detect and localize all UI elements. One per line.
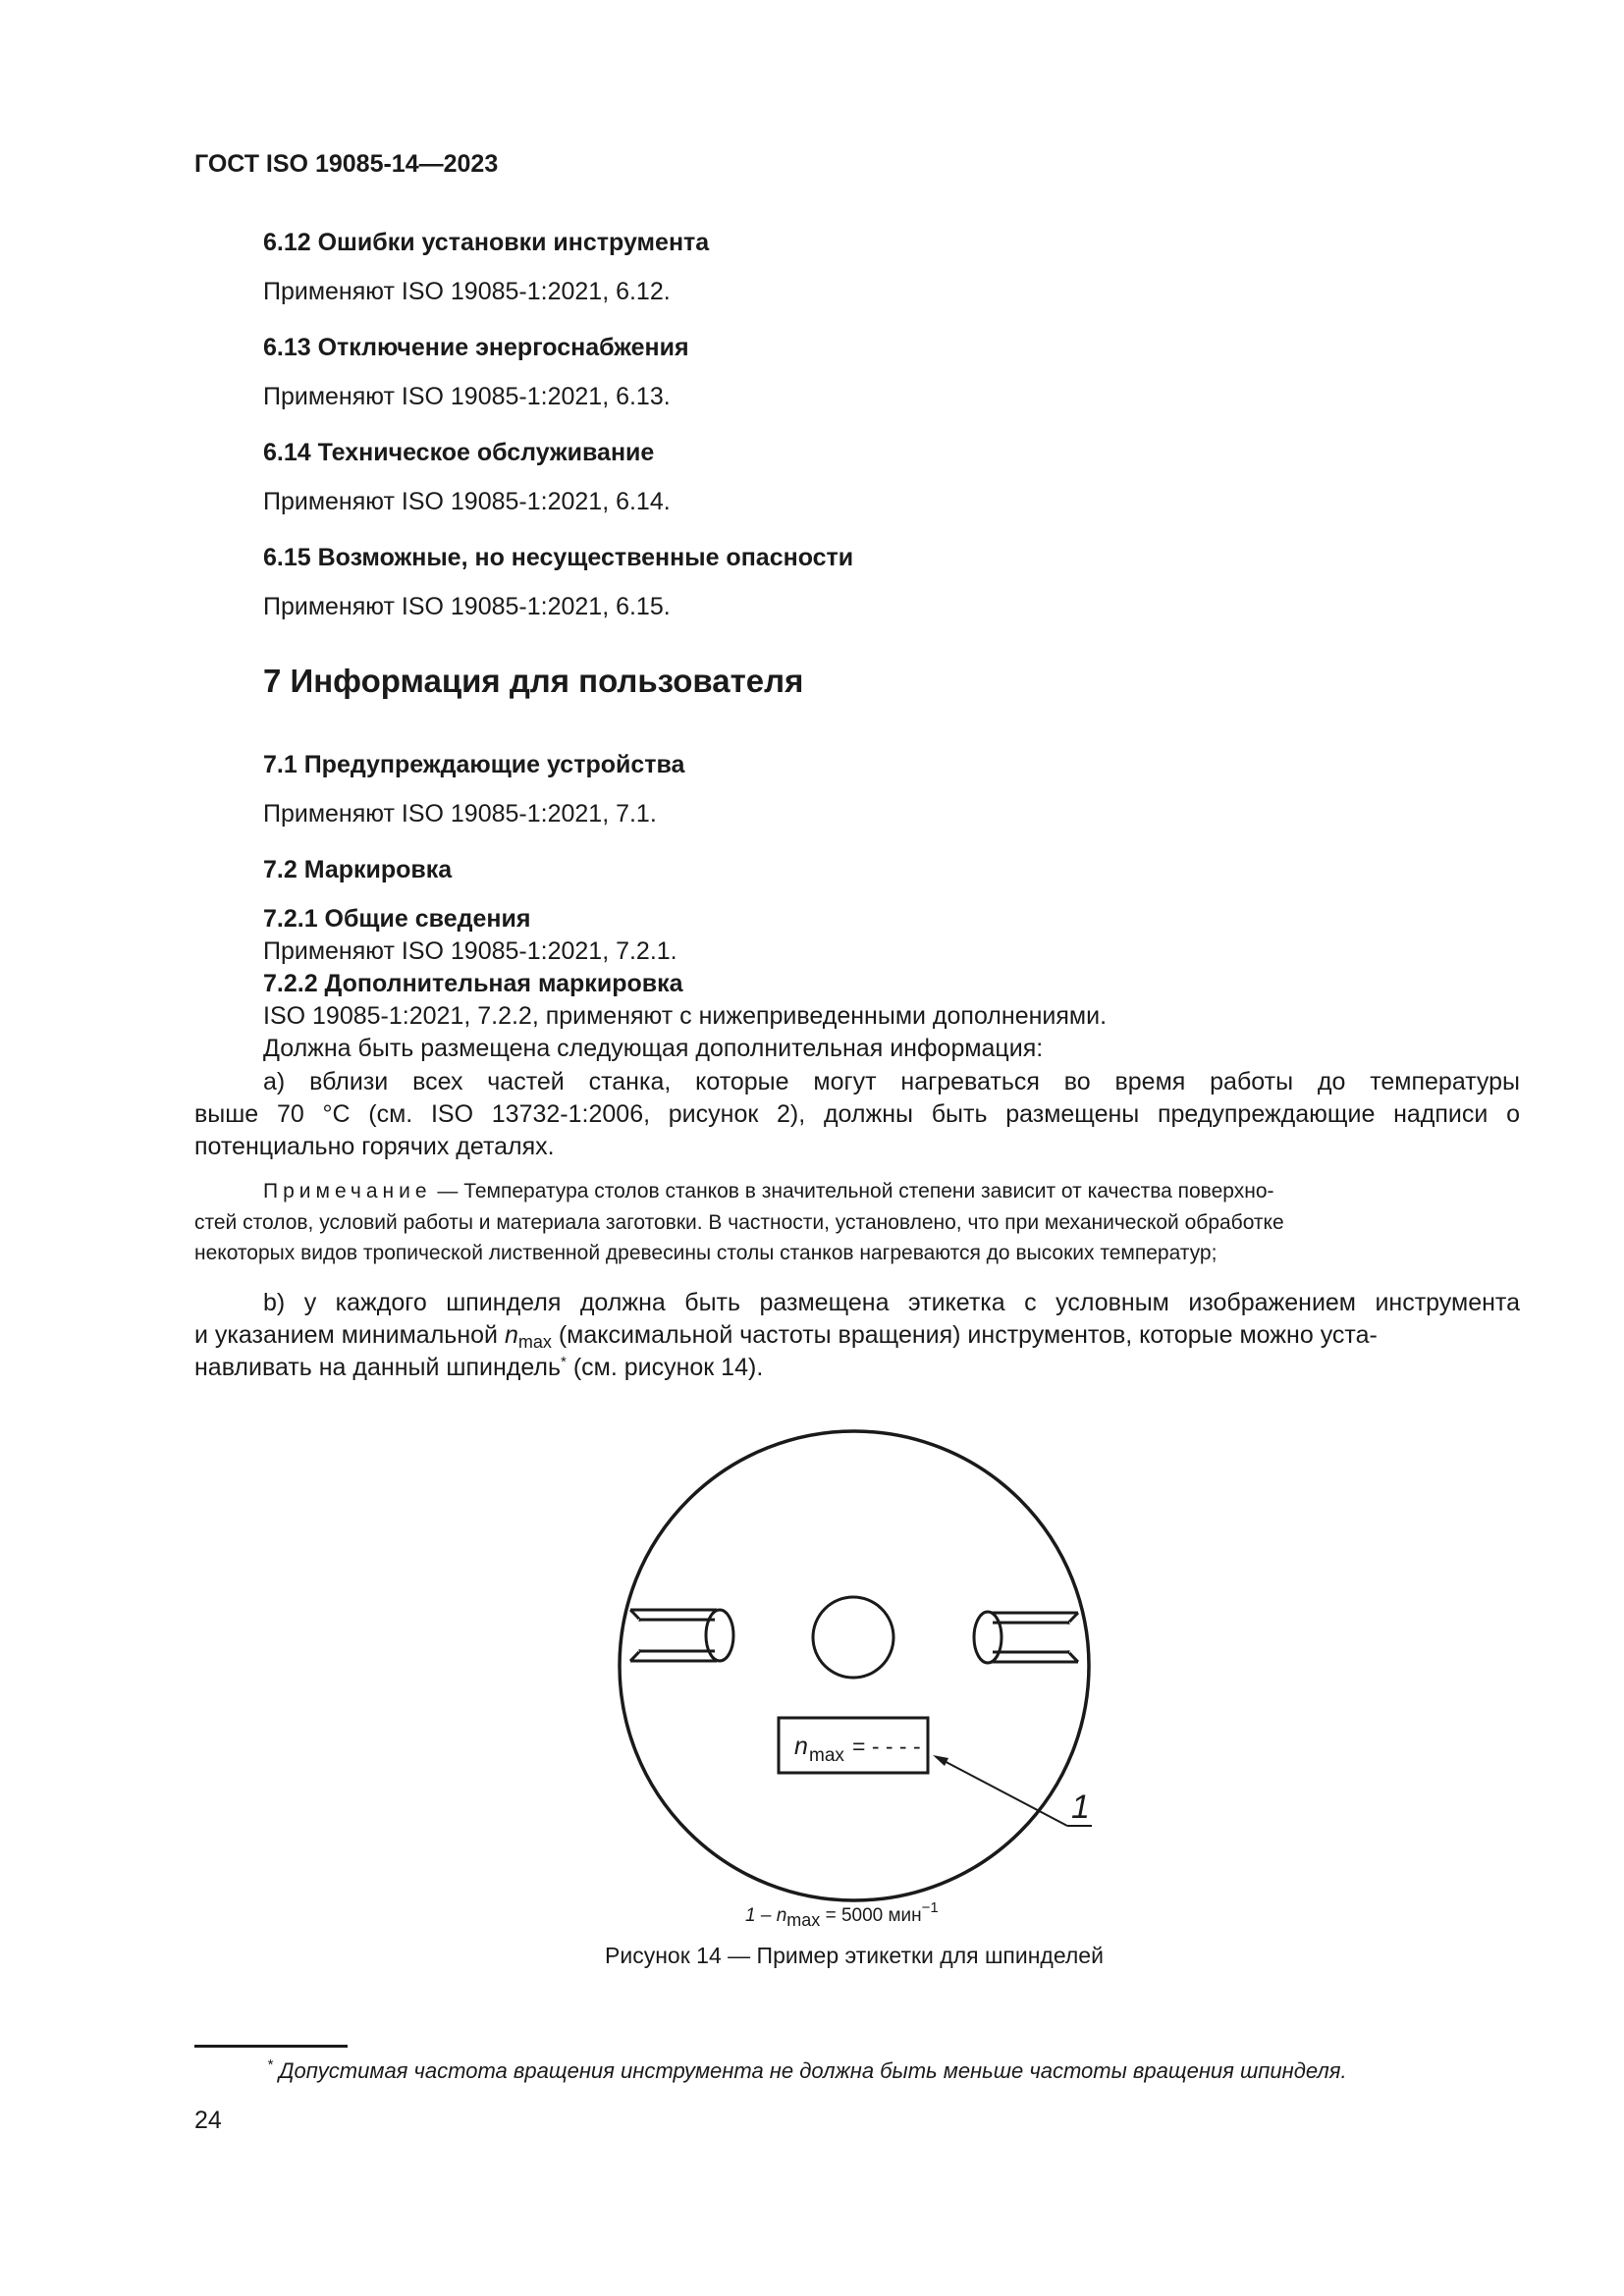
section-7-2-1-title: 7.2.1 Общие сведения	[263, 905, 531, 933]
note-line: Температура столов станков в значительной степени зависит от качества поверхно-	[463, 1180, 1274, 1202]
footnote-text: Допустимая частота вращения инструмента не должна быть меньше частоты вращения шпинделя.	[278, 2058, 1347, 2083]
note-line: некоторых видов тропической лиственной древесины столы станков нагреваются до высоких температур;	[194, 1242, 1218, 1264]
item-a-line: а) вблизи всех частей станка, которые могут нагреваться во время работы до температуры	[263, 1068, 1520, 1095]
item-b-text: навливать на данный шпиндель	[194, 1354, 562, 1381]
item-a-line: потенциально горячих деталях.	[194, 1133, 555, 1160]
section-6-14-text: Применяют ISO 19085-1:2021, 6.14.	[263, 488, 671, 515]
legend-exponent: −1	[921, 1899, 939, 1916]
section-6-15-text: Применяют ISO 19085-1:2021, 6.15.	[263, 593, 671, 620]
section-7-2-title: 7.2 Маркировка	[263, 856, 453, 883]
section-6-15-title: 6.15 Возможные, но несущественные опасности	[263, 544, 854, 571]
item-b-line: b) у каждого шпинделя должна быть размещена этикетка с условным изображением инструмента	[263, 1289, 1520, 1316]
footnote-divider	[194, 2045, 348, 2048]
max-subscript: max	[517, 1332, 552, 1352]
section-6-13-title: 6.13 Отключение энергоснабжения	[263, 334, 689, 361]
section-6-13-text: Применяют ISO 19085-1:2021, 6.13.	[263, 383, 671, 410]
note-label: Примечание	[263, 1180, 432, 1202]
section-7-2-1-text: Применяют ISO 19085-1:2021, 7.2.1.	[263, 937, 677, 965]
legend-max: max	[786, 1910, 821, 1930]
document-code-header: ГОСТ ISO 19085-14—2023	[194, 150, 499, 178]
chapter-7-title: 7 Информация для пользователя	[263, 663, 804, 699]
legend-number: 1 –	[745, 1905, 772, 1926]
label-max: max	[809, 1745, 844, 1766]
item-a-line: выше 70 °C (см. ISO 13732-1:2006, рисунок 2), должны быть размещены предупреждающие надписи о	[194, 1100, 1520, 1128]
note-line: стей столов, условий работы и материала заготовки. В частности, установлено, что при механической обработке	[194, 1211, 1284, 1234]
center-bore	[813, 1597, 893, 1678]
figure-legend	[745, 1899, 939, 1931]
section-7-2-2-title: 7.2.2 Дополнительная маркировка	[263, 970, 683, 997]
legend-n: n	[776, 1905, 787, 1926]
section-7-1-title: 7.1 Предупреждающие устройства	[263, 751, 685, 778]
item-b-text: (см. рисунок 14).	[566, 1354, 764, 1381]
section-7-1-text: Применяют ISO 19085-1:2021, 7.1.	[263, 800, 657, 828]
page-number: 24	[194, 2107, 222, 2134]
footnote-marker: *	[561, 1354, 567, 1370]
legend-value: = 5000 мин	[825, 1905, 922, 1926]
figure-caption: Рисунок 14 — Пример этикетки для шпинделей	[605, 1943, 1104, 1968]
section-7-2-2-text: ISO 19085-1:2021, 7.2.2, применяют с нижеприведенными дополнениями.	[263, 1002, 1108, 1030]
footnote-star: *	[267, 2056, 273, 2073]
footnote	[267, 2056, 1347, 2084]
section-6-12-title: 6.12 Ошибки установки инструмента	[263, 229, 710, 256]
note-dash: —	[431, 1180, 464, 1202]
item-b-text: и указанием минимальной	[194, 1321, 505, 1349]
n-symbol: n	[504, 1321, 518, 1349]
label-n: n	[794, 1733, 808, 1760]
info-intro: Должна быть размещена следующая дополнительная информация:	[263, 1035, 1044, 1062]
section-6-12-text: Применяют ISO 19085-1:2021, 6.12.	[263, 278, 671, 305]
section-6-14-title: 6.14 Техническое обслуживание	[263, 439, 655, 466]
item-b-text: (максимальной частоты вращения) инструментов, которые можно уста-	[551, 1321, 1378, 1349]
label-value: = - - - -	[852, 1734, 921, 1759]
callout-number: 1	[1071, 1789, 1090, 1826]
